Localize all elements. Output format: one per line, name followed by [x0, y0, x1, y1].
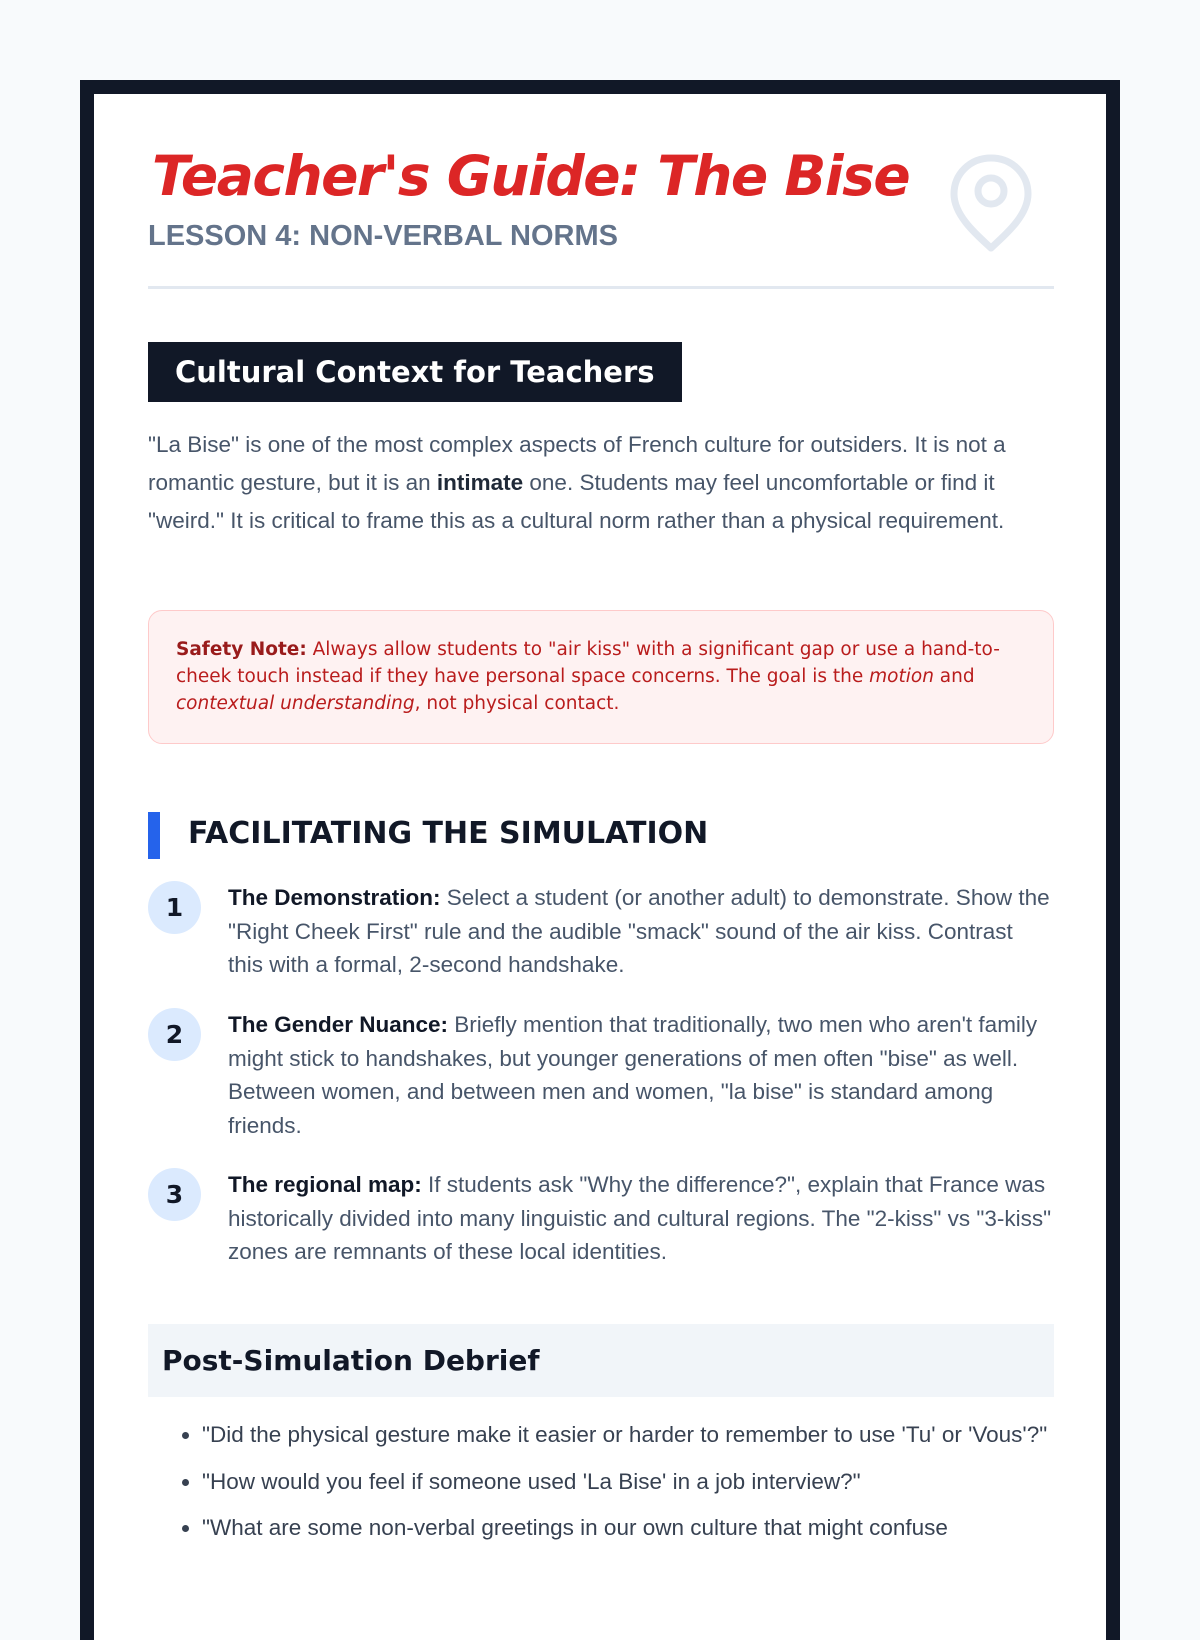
emphasis-word: intimate	[436, 470, 524, 495]
page-title: Teacher's Guide: The Bise	[152, 144, 910, 208]
debrief-heading: Post-Simulation Debrief	[148, 1324, 1054, 1397]
list-item: • "Did the physical gesture make it easier or harder to remember to use 'Tu' or 'Vous'?"	[202, 1418, 1054, 1452]
map-pin-icon	[948, 152, 1034, 252]
header-divider	[148, 286, 1054, 289]
context-paragraph: "La Bise" is one of the most complex aspects of French culture for outsiders. It is not a romantic gesture, but it is an intimate one. Students may feel uncomfortable or find it "weird." It is critical to frame this as a cultural norm rather than a physical requirement.	[148, 432, 1006, 533]
safety-label: Safety Note:	[176, 639, 307, 660]
step-number-badge: 3	[148, 1168, 201, 1221]
list-item: • "How would you feel if someone used 'La Bise' in a job interview?"	[202, 1465, 1054, 1499]
guide-page	[80, 80, 1120, 1640]
context-heading: Cultural Context for Teachers	[148, 342, 682, 402]
step-text: The regional map: If students ask "Why the difference?", explain that France was historically divided into many linguistic and cultural regions. The "2-kiss" vs "3-kiss" zones are remnants of these local identities.	[228, 1172, 1052, 1264]
list-item: • "What are some non-verbal greetings in our own culture that might confuse	[202, 1511, 1054, 1545]
debrief-questions	[148, 1418, 1054, 1558]
step-text: The Gender Nuance: Briefly mention that traditionally, two men who aren't family might stick to handshakes, but younger generations of men often "bise" as well. Between women, and between men and women, "la bise" is standard among friends.	[228, 1012, 1038, 1138]
step-number-badge: 1	[148, 881, 201, 934]
section-accent-bar	[148, 812, 160, 859]
step-number-badge: 2	[148, 1008, 201, 1061]
safety-note: Safety Note: Always allow students to "air kiss" with a significant gap or use a hand-to-cheek touch instead if they have personal space concerns. The goal is the motion and contextual understanding, not physical contact.	[148, 610, 1054, 744]
step-text: The Demonstration: Select a student (or another adult) to demonstrate. Show the "Right Cheek First" rule and the audible "smack" sound of the air kiss. Contrast this with a formal, 2-second handshake.	[228, 885, 1050, 977]
simulation-heading: FACILITATING THE SIMULATION	[188, 816, 709, 851]
lesson-subtitle: LESSON 4: NON-VERBAL NORMS	[148, 220, 618, 252]
